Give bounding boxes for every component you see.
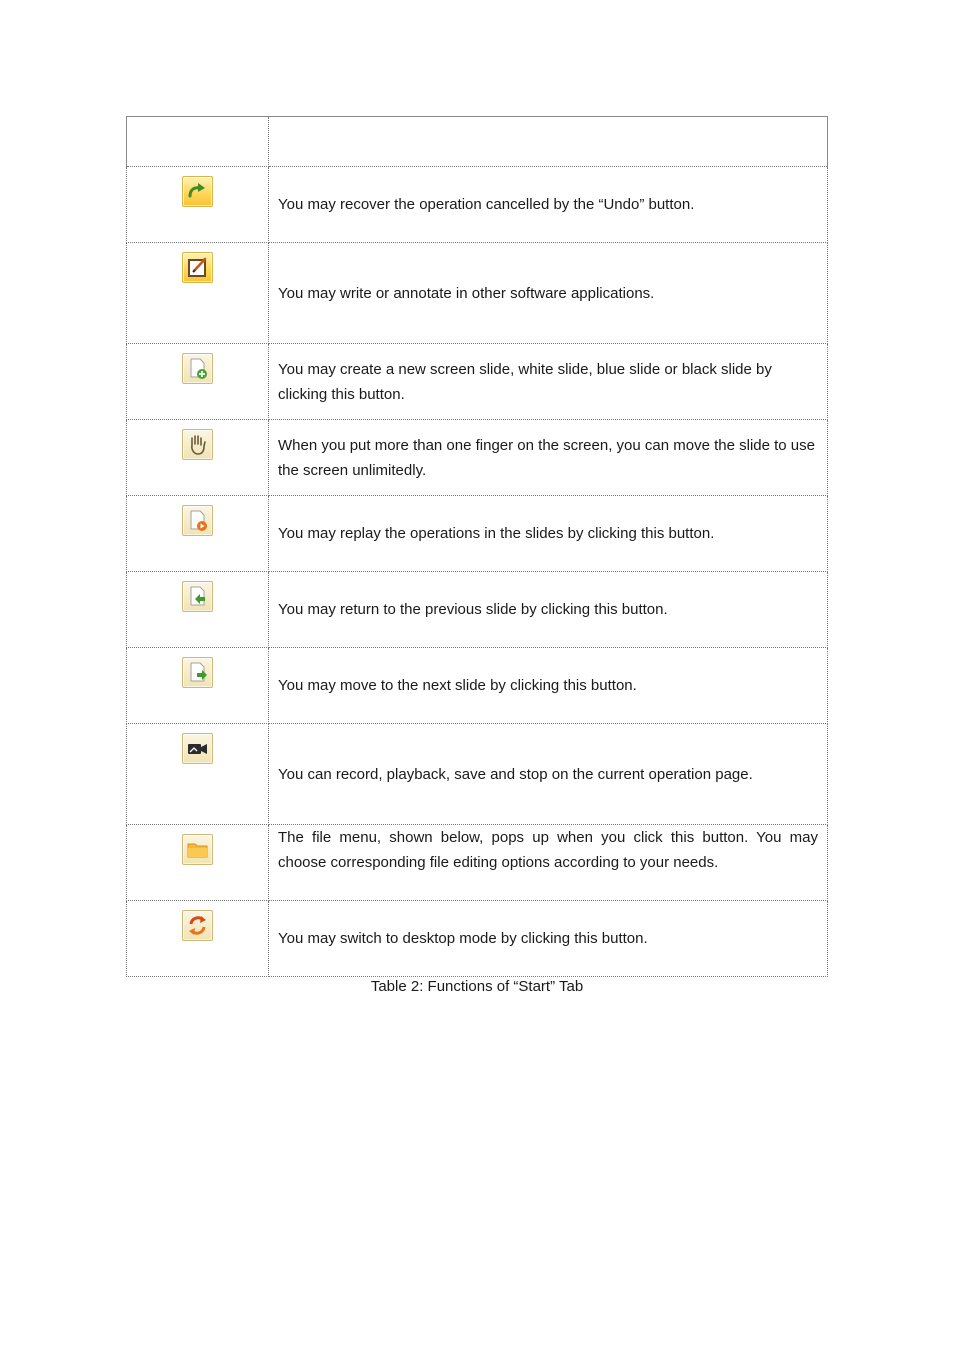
row-description: You may recover the operation cancelled by the “Undo” button. [269, 167, 828, 243]
folder-icon [182, 834, 213, 865]
row-description: You may switch to desktop mode by clicking this button. [269, 901, 828, 977]
table-row [127, 243, 828, 344]
row-description: You may create a new screen slide, white slide, blue slide or black slide by clicking this button. [269, 344, 828, 420]
row-description: When you put more than one finger on the screen, you can move the slide to use the screen unlimitedly. [269, 420, 828, 496]
table-row [127, 496, 828, 572]
table-header-row [127, 117, 828, 167]
redo-icon [182, 176, 213, 207]
row-description: You may replay the operations in the slides by clicking this button. [269, 496, 828, 572]
table-row [127, 648, 828, 724]
desktop-mode-icon [182, 910, 213, 941]
annotate-icon [182, 252, 213, 283]
functions-table [126, 116, 828, 977]
table-row [127, 167, 828, 243]
row-description: You may move to the next slide by clicking this button. [269, 648, 828, 724]
hand-icon [182, 429, 213, 460]
row-description: The file menu, shown below, pops up when you click this button. You may choose corresponding file editing options according to your needs. [269, 825, 828, 901]
table-row [127, 901, 828, 977]
video-record-icon [182, 733, 213, 764]
next-slide-icon [182, 657, 213, 688]
row-description: You may return to the previous slide by clicking this button. [269, 572, 828, 648]
table-caption: Table 2: Functions of “Start” Tab [370, 978, 584, 995]
row-description: You can record, playback, save and stop on the current operation page. [269, 724, 828, 825]
table-row [127, 825, 828, 901]
table-row [127, 420, 828, 496]
table-row [127, 344, 828, 420]
header-cell-description [269, 117, 828, 167]
new-slide-icon [182, 353, 213, 384]
table-row [127, 572, 828, 648]
replay-icon [182, 505, 213, 536]
previous-slide-icon [182, 581, 213, 612]
table-row [127, 724, 828, 825]
row-description: You may write or annotate in other software applications. [269, 243, 828, 344]
header-cell-icon [127, 117, 269, 167]
